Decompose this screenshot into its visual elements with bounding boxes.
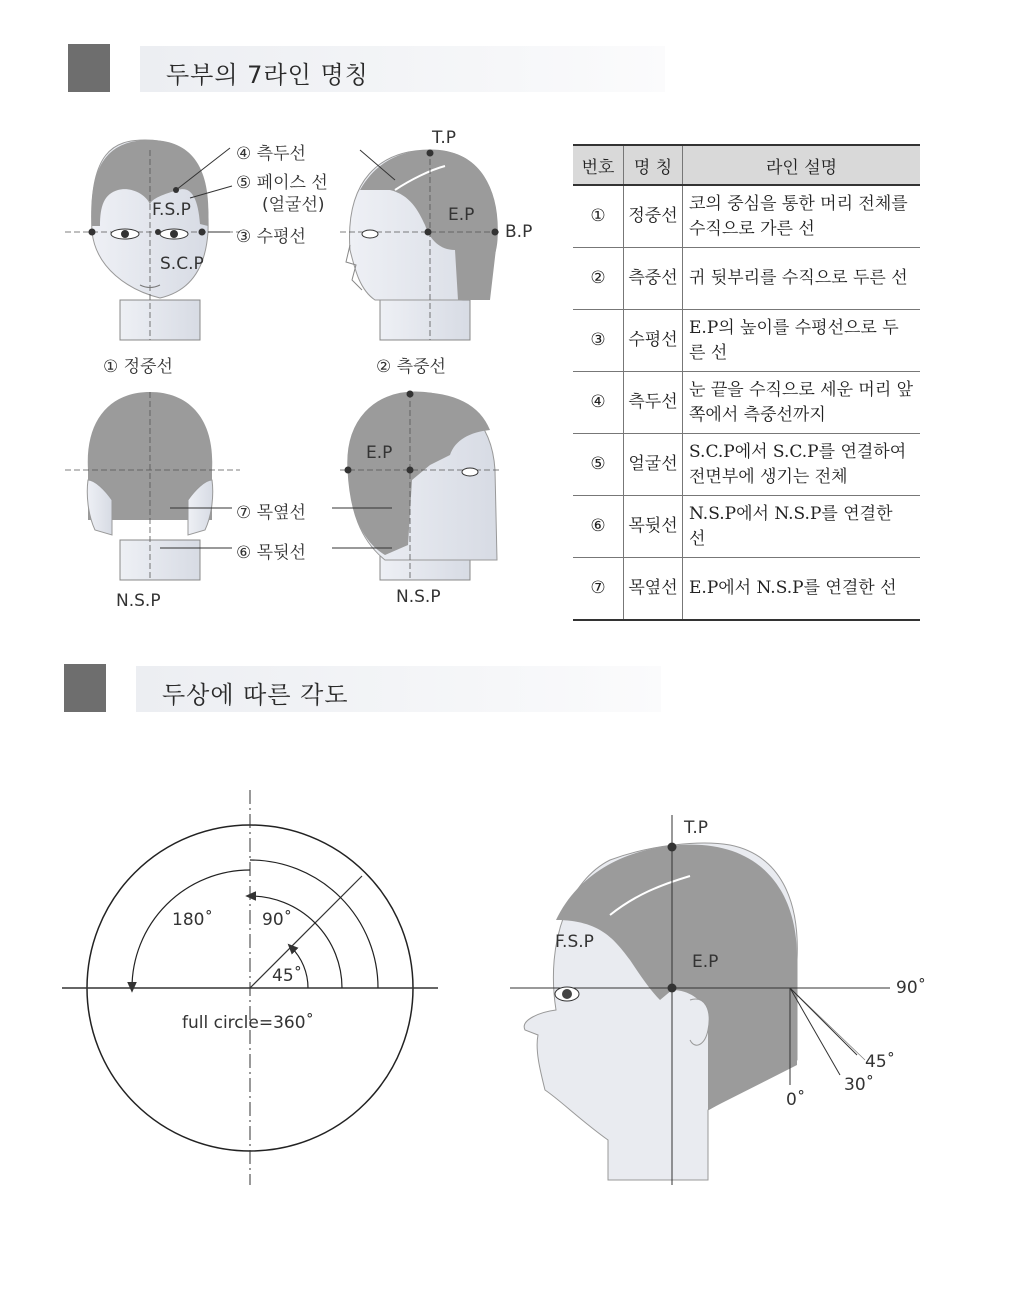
label-face-line: ⑤ 페이스 선	[236, 173, 328, 193]
label-scp: S.C.P	[160, 254, 204, 274]
label-angle-180: 180˚	[172, 910, 213, 930]
section-1-title: 두부의 7라인 명칭	[166, 61, 369, 89]
table-row	[573, 248, 920, 310]
caption-side-line: ② 측중선	[376, 357, 446, 377]
label-nsp-back: N.S.P	[116, 591, 161, 611]
label-angle-90: 90˚	[262, 910, 293, 930]
label-neck-back-line: ⑥ 목뒷선	[236, 543, 306, 563]
row-name: 얼굴선	[624, 434, 683, 496]
row-name: 목뒷선	[624, 496, 683, 558]
label-neck-side-line: ⑦ 목옆선	[236, 503, 306, 523]
table-row	[573, 185, 920, 248]
side-head-figure	[340, 150, 500, 341]
row-description: E.P의 높이를 수평선으로 두른 선	[683, 310, 921, 372]
label-head-0: 0˚	[786, 1090, 806, 1110]
row-number: ②	[573, 248, 624, 310]
table-row	[573, 496, 920, 558]
label-head-45: 45˚	[865, 1052, 896, 1072]
row-name: 정중선	[624, 185, 683, 248]
row-description: S.C.P에서 S.C.P를 연결하여 전면부에 생기는 전체	[683, 434, 921, 496]
row-description: 코의 중심을 통한 머리 전체를 수직으로 가른 선	[683, 185, 921, 248]
table-row	[573, 372, 920, 434]
row-number: ①	[573, 185, 624, 248]
label-full-circle: full circle=360˚	[182, 1013, 315, 1033]
row-description: 눈 끝을 수직으로 세운 머리 앞쪽에서 측중선까지	[683, 372, 921, 434]
angle-head-figure	[510, 815, 890, 1185]
row-number: ④	[573, 372, 624, 434]
row-number: ③	[573, 310, 624, 372]
label-ep: E.P	[448, 205, 475, 225]
row-name: 목옆선	[624, 558, 683, 621]
label-tp: T.P	[432, 128, 457, 148]
header-number: 번호	[573, 145, 624, 185]
row-name: 수평선	[624, 310, 683, 372]
label-head-90: 90˚	[896, 978, 927, 998]
label-side-head-line: ④ 측두선	[236, 144, 306, 164]
label-bp: B.P	[505, 222, 533, 242]
label-face-line-alt: (얼굴선)	[262, 195, 325, 215]
table-row	[573, 434, 920, 496]
section-2-marker	[64, 664, 106, 712]
header-name: 명 칭	[624, 145, 683, 185]
angle-circle-figure	[62, 790, 438, 1185]
section-2-title: 두상에 따른 각도	[162, 681, 349, 709]
line-names-table	[573, 144, 920, 621]
angle-figures-svg	[0, 740, 1024, 1300]
label-ep-2: E.P	[366, 443, 393, 463]
label-horizontal-line: ③ 수평선	[236, 227, 306, 247]
side-head-figure-2	[332, 391, 500, 581]
table-row	[573, 558, 920, 621]
label-angle-45: 45˚	[272, 966, 303, 986]
row-name: 측중선	[624, 248, 683, 310]
table-row	[573, 310, 920, 372]
row-description: N.S.P에서 N.S.P를 연결한 선	[683, 496, 921, 558]
label-fsp: F.S.P	[152, 200, 191, 220]
header-description: 라인 설명	[683, 145, 921, 185]
label-head-30: 30˚	[844, 1075, 875, 1095]
row-number: ⑥	[573, 496, 624, 558]
row-description: 귀 뒷부리를 수직으로 두른 선	[683, 248, 921, 310]
label-ep-angle: E.P	[692, 952, 719, 972]
row-name: 측두선	[624, 372, 683, 434]
label-tp-angle: T.P	[684, 818, 709, 838]
label-nsp-side: N.S.P	[396, 587, 441, 607]
row-number: ⑤	[573, 434, 624, 496]
back-head-figure	[65, 392, 240, 580]
row-description: E.P에서 N.S.P를 연결한 선	[683, 558, 921, 621]
caption-midline: ① 정중선	[103, 357, 173, 377]
front-head-figure	[65, 140, 240, 340]
label-fsp-angle: F.S.P	[555, 932, 594, 952]
row-number: ⑦	[573, 558, 624, 621]
table-header-row	[573, 145, 920, 185]
